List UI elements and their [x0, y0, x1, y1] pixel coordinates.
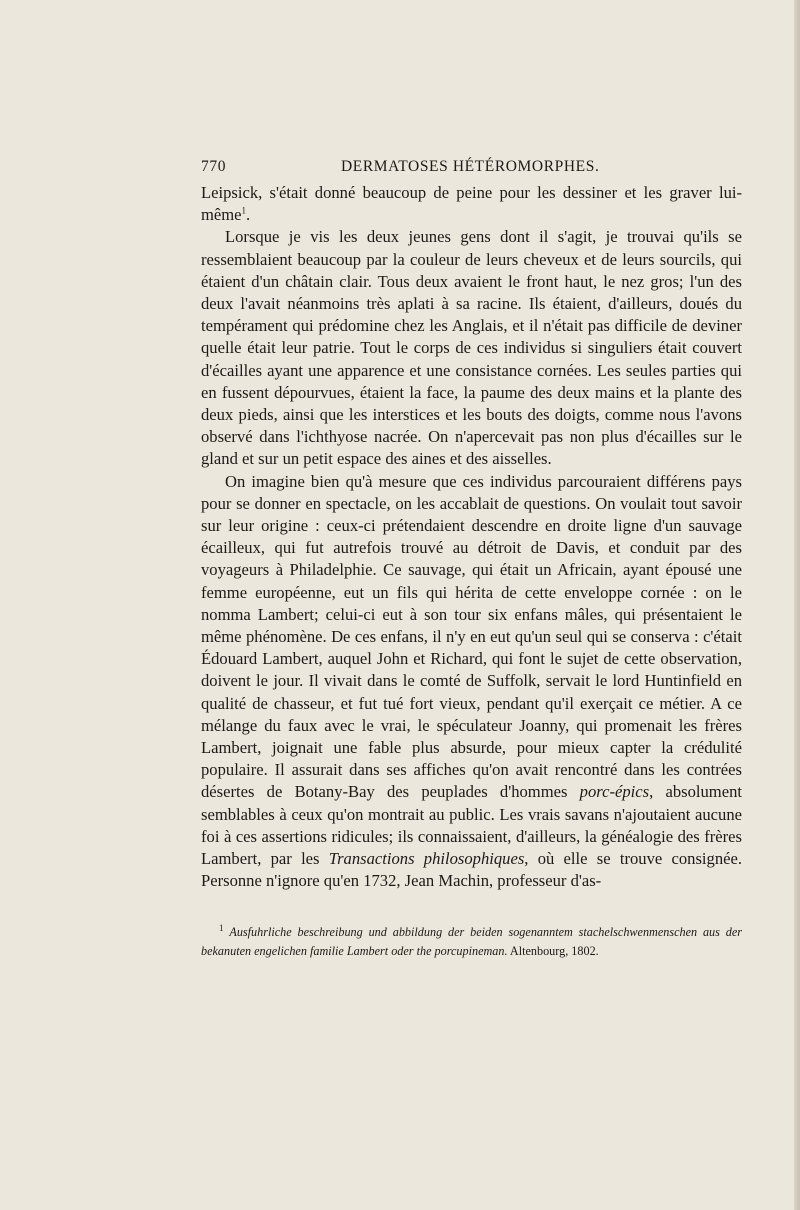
text-run: Altenbourg, 1802. [507, 944, 599, 958]
text-run: , absolument semblables à ceux qu'on montrait au public. Les vrais savans n'ajoutaient aucune foi à ces assertions ridicules; ils connaissaient, d'ailleurs, la généalogie des frères Lambert, par les [201, 782, 742, 869]
footnote-marker: 1 [219, 922, 224, 933]
page-header [201, 158, 741, 180]
text-run: Leipsick, s'était donné beaucoup de peine pour les dessiner et les graver lui-même [201, 183, 742, 225]
text-run: Lorsque je vis les deux jeunes gens dont il s'agit, je trouvai qu'ils se ressemblaient beaucoup par la couleur de leurs cheveux et de leurs sourcils, qui étaient d'un châtain clair. Tous deux avaient le front haut, le nez gros; l'un des deux l'avait néanmoins très aplati à sa racine. Ils étaient, d'ailleurs, doués du tempérament qui prédomine chez les Anglais, et il n'était pas difficile de deviner quelle était leur patrie. Tout le corps de ces individus si singuliers était couvert d'écailles ayant une apparence et une consistance cornées. Les seules parties qui en fussent dépourvues, étaient la face, la paume des deux mains et la plante des deux pieds, ainsi que les interstices et les bouts des doigts, comme nous l'avons observé dans l'ichthyose nacrée. On n'apercevait pas non plus d'écailles sur le gland et sur un petit espace des aines et des aisselles. [201, 227, 742, 469]
italic-text: Transactions philosophiques [328, 849, 525, 869]
italic-text: Ausfuhrliche beschreibung und abbildung der beiden sogenanntem stachelschwenmenschen aus der bekanuten engelichen familie Lambert oder the porcupineman. [201, 925, 742, 958]
text-run: On imagine bien qu'à mesure que ces individus parcouraient différens pays pour se donner en spectacle, on les accablait de questions. On voulait tout savoir sur leur origine : ceux-ci prétendaient descendre en droite ligne d'un sauvage écailleux, qui fut autrefois trouvé au détroit de Davis, et conduit par des voyageurs à Philadelphie. Ce sauvage, qui était un Africain, ayant épousé une femme européenne, eut un fils qui hérita de cette enveloppe cornée : on le nomma Lambert; celui-ci eut à son tour six enfans mâles, qui présentaient le même phénomène. De ces enfans, il n'y en eut qu'un seul qui se conserva : c'était Édouard Lambert, auquel John et Richard, qui font le sujet de cette observation, doivent le jour. Il vivait dans le comté de Suffolk, servait le lord Huntinfield en qualité de chasseur, et fut tué fort vieux, pendant qu'il exerçait ce métier. A ce mélange du faux avec le vrai, le spéculateur Joanny, qui promenait les frères Lambert, joignait une fable plus absurde, pour mieux capter la crédulité populaire. Il assurait dans ses affiches qu'on avait rencontré dans les contrées désertes de Botany-Bay des peuplades d'hommes [201, 471, 742, 802]
footnote-marker: 1 [241, 205, 247, 216]
text-run: , où elle se trouve consignée. Personne n'ignore qu'en 1732, Jean Machin, professeur d'as- [201, 849, 743, 891]
paragraph [201, 182, 742, 226]
paragraph [201, 471, 742, 893]
footnote [201, 923, 742, 961]
body-text [201, 182, 742, 893]
running-title: DERMATOSES HÉTÉROMORPHES. [341, 158, 600, 175]
page-edge-shadow [794, 0, 800, 1210]
page-number: 770 [201, 158, 227, 175]
paragraph [201, 226, 742, 470]
italic-text: porc-épics [579, 782, 650, 802]
footnotes [201, 923, 742, 961]
text-run: . [246, 205, 251, 225]
